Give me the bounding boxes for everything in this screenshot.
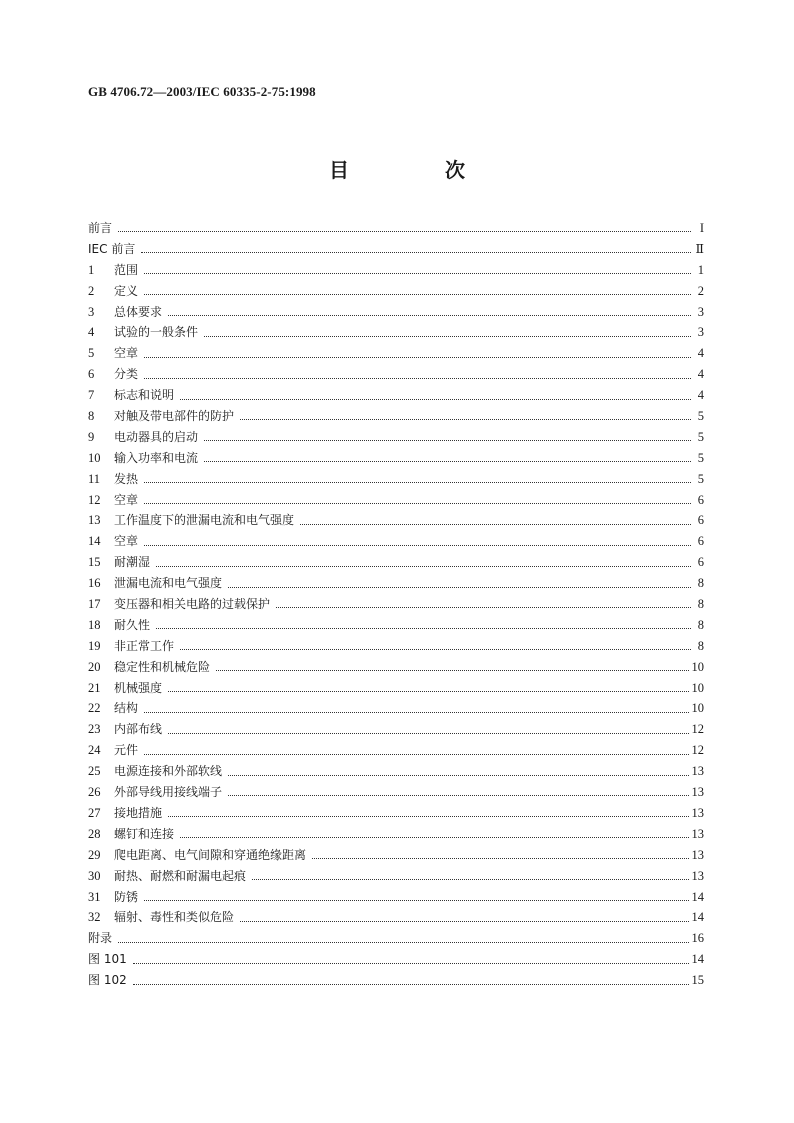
toc-entry[interactable] (88, 510, 704, 531)
toc-entry-number: 27 (88, 805, 101, 820)
toc-entry-page: 13 (691, 785, 704, 800)
toc-entry[interactable] (88, 469, 704, 490)
toc-entry-page: 13 (691, 847, 704, 862)
toc-dot-leader (228, 774, 688, 776)
toc-dot-leader (228, 586, 691, 588)
toc-entry[interactable] (88, 866, 704, 887)
toc-entry-label: 发热 (114, 471, 139, 486)
toc-entry-page: 14 (691, 910, 704, 925)
toc-entry-page: 8 (697, 617, 704, 632)
toc-entry-label: 元件 (114, 743, 139, 758)
toc-entry[interactable] (88, 552, 704, 573)
toc-entry[interactable] (88, 949, 704, 970)
toc-entry-page: 8 (697, 597, 704, 612)
toc-dot-leader (240, 418, 691, 420)
toc-dot-leader (216, 669, 688, 671)
toc-entry[interactable] (88, 573, 704, 594)
toc-dot-leader (156, 565, 691, 567)
toc-entry[interactable] (88, 615, 704, 636)
toc-entry[interactable] (88, 427, 704, 448)
toc-dot-leader (168, 314, 691, 316)
toc-entry[interactable] (88, 239, 704, 260)
toc-entry-label: 防锈 (114, 889, 139, 904)
toc-entry-number: 31 (88, 889, 101, 904)
toc-entry-number: 25 (88, 764, 101, 779)
toc-entry-label: 总体要求 (114, 304, 163, 319)
toc-dot-leader (144, 356, 691, 358)
toc-entry-label: 定义 (114, 283, 139, 298)
toc-dot-leader (144, 502, 691, 504)
toc-entry[interactable] (88, 657, 704, 678)
toc-entry-label: 范围 (114, 262, 139, 277)
toc-entry[interactable] (88, 719, 704, 740)
toc-entry-label: 输入功率和电流 (114, 450, 199, 465)
toc-entry[interactable] (88, 887, 704, 908)
toc-entry-number: 29 (88, 847, 101, 862)
toc-entry-label: 电动器具的启动 (114, 429, 199, 444)
toc-entry-page: Ⅱ (695, 241, 704, 256)
toc-dot-leader (180, 836, 688, 838)
toc-entry[interactable] (88, 928, 704, 949)
toc-entry[interactable] (88, 698, 704, 719)
toc-entry-label: 稳定性和机械危险 (114, 659, 211, 674)
toc-entry-number: 30 (88, 868, 101, 883)
toc-entry-page: 13 (691, 764, 704, 779)
toc-dot-leader (133, 962, 689, 964)
toc-entry-number: 18 (88, 617, 101, 632)
toc-entry[interactable] (88, 970, 704, 991)
toc-dot-leader (252, 878, 688, 880)
toc-entry-label: 图 101 (88, 952, 127, 967)
toc-entry[interactable] (88, 406, 704, 427)
toc-entry[interactable] (88, 845, 704, 866)
toc-entry-page: 1 (697, 262, 704, 277)
toc-dot-leader (144, 544, 691, 546)
toc-entry-number: 10 (88, 450, 101, 465)
toc-entry-number: 15 (88, 555, 101, 570)
toc-entry-page: 10 (691, 680, 704, 695)
toc-entry-page: 13 (691, 868, 704, 883)
toc-entry-label: 变压器和相关电路的过载保护 (114, 597, 271, 612)
toc-dot-leader (228, 794, 688, 796)
toc-entry[interactable] (88, 531, 704, 552)
toc-dot-leader (312, 857, 688, 859)
toc-entry[interactable] (88, 385, 704, 406)
toc-dot-leader (118, 941, 688, 943)
toc-dot-leader (276, 606, 691, 608)
toc-entry-label: 爬电距离、电气间隙和穿通绝缘距离 (114, 847, 307, 862)
toc-entry-page: 4 (697, 346, 704, 361)
toc-entry-number: 26 (88, 785, 101, 800)
toc-entry[interactable] (88, 490, 704, 511)
toc-entry-page: 12 (691, 743, 704, 758)
toc-entry[interactable] (88, 678, 704, 699)
toc-entry-page: 5 (697, 450, 704, 465)
toc-entry-number: 28 (88, 826, 101, 841)
toc-entry-number: 17 (88, 597, 101, 612)
toc-entry-label: 前言 (88, 221, 113, 235)
toc-dot-leader (180, 398, 691, 400)
toc-entry[interactable] (88, 824, 704, 845)
toc-dot-leader (240, 920, 688, 922)
toc-entry-page: 4 (697, 367, 704, 382)
toc-entry-page: 13 (691, 805, 704, 820)
toc-entry-page: 14 (691, 952, 704, 967)
toc-entry-number: 20 (88, 659, 101, 674)
toc-entry[interactable] (88, 636, 704, 657)
toc-entry-number: 12 (88, 492, 101, 507)
toc-dot-leader (144, 481, 691, 483)
toc-entry-label: 耐热、耐燃和耐漏电起痕 (114, 868, 247, 883)
toc-dot-leader (168, 732, 688, 734)
toc-dot-leader (144, 899, 688, 901)
toc-entry-number: 4 (88, 325, 95, 340)
toc-entry-label: 电源连接和外部软线 (114, 764, 223, 779)
toc-dot-leader (144, 377, 691, 379)
toc-entry-page: 14 (691, 889, 704, 904)
toc-entry-number: 3 (88, 304, 95, 319)
toc-dot-leader (300, 523, 691, 525)
toc-entry-label: 对触及带电部件的防护 (114, 409, 235, 424)
toc-dot-leader (180, 648, 691, 650)
toc-entry-page: I (699, 221, 704, 235)
toc-entry[interactable] (88, 322, 704, 343)
toc-dot-leader (156, 627, 691, 629)
toc-entry-page: 2 (697, 283, 704, 298)
toc-entry-label: 标志和说明 (114, 388, 175, 403)
toc-entry-label: 接地措施 (114, 805, 163, 820)
toc-title: 目 次 (329, 158, 503, 182)
toc-entry-label: 外部导线用接线端子 (114, 785, 223, 800)
toc-entry-label: 内部布线 (114, 722, 163, 737)
toc-entry[interactable] (88, 260, 704, 281)
toc-entry-number: 14 (88, 534, 101, 549)
toc-entry-label: 耐潮湿 (114, 555, 151, 570)
toc-entry-page: 6 (697, 534, 704, 549)
toc-entry-label: 附录 (88, 931, 113, 946)
toc-entry[interactable] (88, 594, 704, 615)
toc-entry-number: 7 (88, 388, 95, 403)
toc-entry-page: 13 (691, 826, 704, 841)
toc-entry-page: 10 (691, 659, 704, 674)
toc-entry-page: 12 (691, 722, 704, 737)
toc-entry-page: 5 (697, 429, 704, 444)
toc-entry[interactable] (88, 761, 704, 782)
toc-entry-number: 6 (88, 367, 95, 382)
toc-entry[interactable] (88, 803, 704, 824)
toc-entry-label: 非正常工作 (114, 638, 175, 653)
toc-dot-leader (204, 460, 691, 462)
toc-entry[interactable] (88, 907, 704, 928)
toc-entry-label: 图 102 (88, 973, 127, 988)
toc-dot-leader (133, 983, 689, 985)
toc-entry-label: 试验的一般条件 (114, 325, 199, 340)
document-code: GB 4706.72—2003/IEC 60335-2-75:1998 (88, 84, 316, 99)
toc-entry-page: 3 (697, 325, 704, 340)
toc-entry[interactable] (88, 782, 704, 803)
toc-entry-number: 11 (88, 471, 101, 486)
toc-entry-number: 16 (88, 576, 101, 591)
toc-entry[interactable] (88, 281, 704, 302)
toc-entry-page: 8 (697, 576, 704, 591)
toc-entry[interactable] (88, 218, 704, 239)
toc-entry-label: 泄漏电流和电气强度 (114, 576, 223, 591)
toc-entry-number: 22 (88, 701, 101, 716)
toc-entry-page: 8 (697, 638, 704, 653)
toc-dot-leader (144, 711, 688, 713)
toc-dot-leader (168, 815, 688, 817)
toc-entry-page: 5 (697, 409, 704, 424)
toc-entry-number: 8 (88, 409, 95, 424)
toc-entry-number: 13 (88, 513, 101, 528)
toc-dot-leader (144, 272, 691, 274)
toc-entry-page: 15 (691, 973, 704, 988)
toc-entry-page: 6 (697, 492, 704, 507)
toc-entry-label: 空章 (114, 346, 139, 361)
toc-entry-label: 分类 (114, 367, 139, 382)
toc-entry[interactable] (88, 364, 704, 385)
toc-dot-leader (204, 439, 691, 441)
toc-dot-leader (144, 293, 691, 295)
toc-entry-label: 工作温度下的泄漏电流和电气强度 (114, 513, 295, 528)
table-of-contents (88, 218, 704, 991)
toc-entry-number: 21 (88, 680, 101, 695)
toc-entry-number: 9 (88, 429, 95, 444)
toc-entry-page: 10 (691, 701, 704, 716)
toc-entry-page: 6 (697, 513, 704, 528)
toc-entry-label: IEC 前言 (88, 241, 136, 256)
toc-entry-label: 辐射、毒性和类似危险 (114, 910, 235, 925)
toc-entry-label: 螺钉和连接 (114, 826, 175, 841)
toc-entry-label: 耐久性 (114, 617, 151, 632)
toc-entry-number: 32 (88, 910, 101, 925)
toc-dot-leader (168, 690, 688, 692)
toc-dot-leader (141, 251, 691, 253)
toc-entry[interactable] (88, 448, 704, 469)
toc-entry-page: 5 (697, 471, 704, 486)
toc-entry-number: 1 (88, 262, 95, 277)
toc-dot-leader (144, 753, 688, 755)
toc-entry-number: 24 (88, 743, 101, 758)
toc-entry-page: 16 (691, 931, 704, 946)
toc-entry-label: 结构 (114, 701, 139, 716)
toc-entry-label: 空章 (114, 492, 139, 507)
toc-entry[interactable] (88, 343, 704, 364)
toc-dot-leader (204, 335, 691, 337)
toc-entry-page: 4 (697, 388, 704, 403)
toc-entry-number: 5 (88, 346, 95, 361)
toc-entry-number: 19 (88, 638, 101, 653)
toc-entry[interactable] (88, 740, 704, 761)
toc-entry-number: 23 (88, 722, 101, 737)
toc-entry-label: 机械强度 (114, 680, 163, 695)
toc-entry-page: 3 (697, 304, 704, 319)
toc-entry[interactable] (88, 302, 704, 323)
toc-entry-label: 空章 (114, 534, 139, 549)
toc-entry-page: 6 (697, 555, 704, 570)
toc-entry-number: 2 (88, 283, 95, 298)
toc-dot-leader (118, 230, 691, 232)
